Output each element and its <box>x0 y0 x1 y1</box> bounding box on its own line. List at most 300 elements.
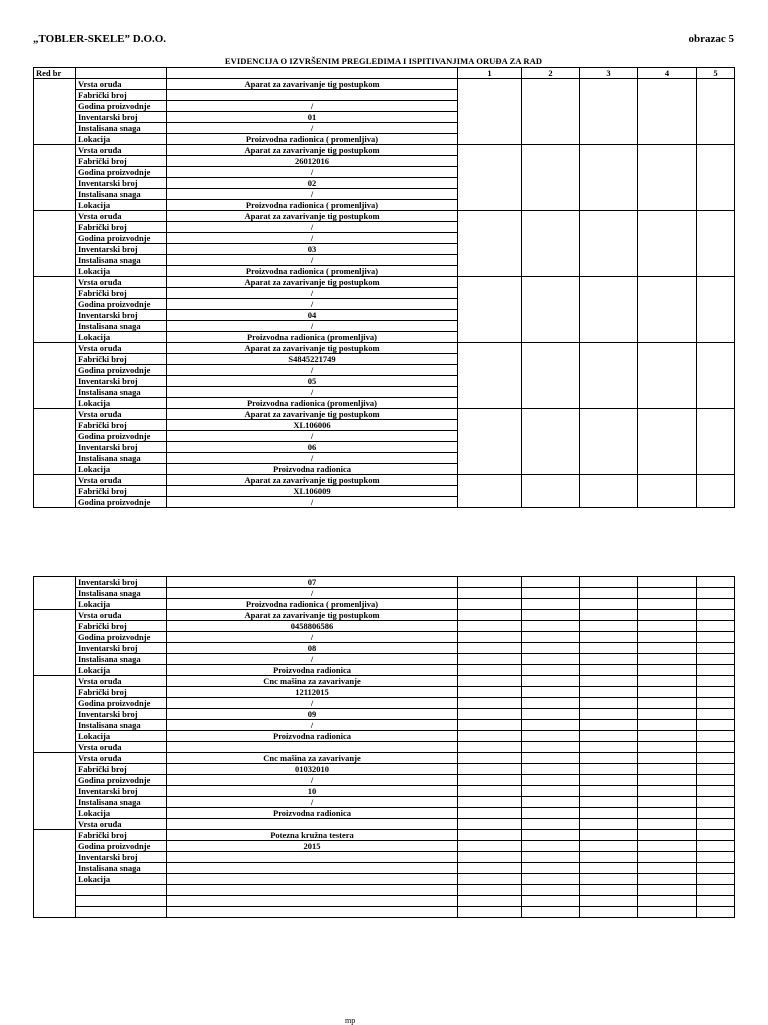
inspection-cell-1 <box>458 775 522 786</box>
field-label: Godina proizvodnje <box>76 431 167 442</box>
table-row <box>34 896 735 907</box>
red-br-cell <box>34 610 76 676</box>
red-br-cell <box>34 79 76 145</box>
inspection-cell-3 <box>580 277 638 343</box>
inspection-cell-4 <box>638 277 697 343</box>
inspection-cell-1 <box>458 720 522 731</box>
inspection-cell-1 <box>458 79 522 145</box>
red-br-cell <box>34 830 76 918</box>
field-label: Godina proizvodnje <box>76 497 167 508</box>
red-br-cell <box>34 145 76 211</box>
inspection-cell-2 <box>522 753 580 764</box>
inspection-cell-4 <box>638 819 697 830</box>
table-row <box>34 775 735 786</box>
field-label: Godina proizvodnje <box>76 698 167 709</box>
field-value: Cnc mašina za zavarivanje <box>167 753 458 764</box>
field-value <box>167 742 458 753</box>
table-row <box>34 409 735 420</box>
inspection-cell-4 <box>638 896 697 907</box>
inspection-cell-1 <box>458 654 522 665</box>
inspection-cell-3 <box>580 720 638 731</box>
field-label: Fabrički broj <box>76 621 167 632</box>
inspection-cell-1 <box>458 830 522 841</box>
field-value: Aparat za zavarivanje tig postupkom <box>167 211 458 222</box>
inspection-cell-4 <box>638 709 697 720</box>
inspection-cell-3 <box>580 687 638 698</box>
field-label: Fabrički broj <box>76 288 167 299</box>
inspection-cell-2 <box>522 588 580 599</box>
inspection-cell-5 <box>697 874 735 885</box>
inspection-cell-2 <box>522 145 580 211</box>
field-label: Vrsta oruđa <box>76 145 167 156</box>
table-row <box>34 731 735 742</box>
field-label: Vrsta oruđa <box>76 211 167 222</box>
inspection-cell-5 <box>697 731 735 742</box>
field-value: / <box>167 288 458 299</box>
field-value: 09 <box>167 709 458 720</box>
header-blank-label <box>76 68 167 79</box>
table-row <box>34 808 735 819</box>
red-br-cell <box>34 676 76 753</box>
field-value: / <box>167 497 458 508</box>
inspection-cell-5 <box>697 841 735 852</box>
table-row <box>34 599 735 610</box>
field-value: 02 <box>167 178 458 189</box>
red-br-cell <box>34 277 76 343</box>
inspection-cell-2 <box>522 475 580 508</box>
table-row <box>34 797 735 808</box>
inspection-cell-5 <box>697 79 735 145</box>
inspection-cell-4 <box>638 588 697 599</box>
field-label: Inventarski broj <box>76 244 167 255</box>
inspection-cell-1 <box>458 577 522 588</box>
field-label: Vrsta oruđa <box>76 409 167 420</box>
field-value: 07 <box>167 577 458 588</box>
table-row <box>34 764 735 775</box>
inspection-cell-4 <box>638 863 697 874</box>
inspection-cell-1 <box>458 753 522 764</box>
table-row <box>34 588 735 599</box>
field-label: Godina proizvodnje <box>76 299 167 310</box>
inspection-cell-5 <box>697 687 735 698</box>
field-label: Vrsta oruđa <box>76 753 167 764</box>
field-value: / <box>167 632 458 643</box>
inspection-cell-2 <box>522 632 580 643</box>
field-value: XL106009 <box>167 486 458 497</box>
inspection-cell-1 <box>458 885 522 896</box>
table-row <box>34 687 735 698</box>
inspection-cell-4 <box>638 797 697 808</box>
inspection-cell-1 <box>458 277 522 343</box>
inspection-cell-2 <box>522 577 580 588</box>
inspection-cell-4 <box>638 731 697 742</box>
table-row <box>34 852 735 863</box>
field-value: Aparat za zavarivanje tig postupkom <box>167 343 458 354</box>
table-row <box>34 475 735 486</box>
inspection-cell-2 <box>522 819 580 830</box>
inspection-cell-3 <box>580 830 638 841</box>
field-value: Aparat za zavarivanje tig postupkom <box>167 475 458 486</box>
field-value: Proizvodna radionica <box>167 808 458 819</box>
footer-mark: mp <box>345 1016 356 1025</box>
inspection-cell-3 <box>580 665 638 676</box>
inspection-cell-3 <box>580 610 638 621</box>
inspection-cell-4 <box>638 577 697 588</box>
field-value: Potezna kružna testera <box>167 830 458 841</box>
inspection-cell-1 <box>458 863 522 874</box>
header-col-4: 4 <box>638 68 697 79</box>
table-row <box>34 742 735 753</box>
inspection-cell-4 <box>638 676 697 687</box>
inspection-cell-3 <box>580 753 638 764</box>
inspection-cell-1 <box>458 819 522 830</box>
inspection-cell-4 <box>638 764 697 775</box>
inspection-cell-5 <box>697 643 735 654</box>
field-label: Instalisana snaga <box>76 123 167 134</box>
inspection-cell-2 <box>522 797 580 808</box>
document-title: EVIDENCIJA O IZVRŠENIM PREGLEDIMA I ISPITIVANJIMA ORUĐA ZA RAD <box>224 56 543 66</box>
inspection-cell-5 <box>697 808 735 819</box>
inspection-cell-4 <box>638 475 697 508</box>
field-value: Proizvodna radionica <box>167 464 458 475</box>
field-label: Instalisana snaga <box>76 453 167 464</box>
field-value: / <box>167 222 458 233</box>
inspection-cell-5 <box>697 277 735 343</box>
field-label: Fabrički broj <box>76 156 167 167</box>
inspection-cell-2 <box>522 610 580 621</box>
table-row <box>34 145 735 156</box>
inspection-cell-5 <box>697 896 735 907</box>
header-blank-value <box>167 68 458 79</box>
inspection-cell-1 <box>458 621 522 632</box>
inspection-cell-1 <box>458 896 522 907</box>
inspection-cell-2 <box>522 764 580 775</box>
inspection-cell-3 <box>580 632 638 643</box>
field-label: Inventarski broj <box>76 310 167 321</box>
field-value: 03 <box>167 244 458 255</box>
field-value: / <box>167 299 458 310</box>
red-br-cell <box>34 409 76 475</box>
field-value: / <box>167 255 458 266</box>
field-label: Lokacija <box>76 332 167 343</box>
field-label: Godina proizvodnje <box>76 167 167 178</box>
table-row <box>34 720 735 731</box>
inspection-cell-4 <box>638 841 697 852</box>
field-label: Godina proizvodnje <box>76 101 167 112</box>
field-label: Inventarski broj <box>76 112 167 123</box>
field-label: Instalisana snaga <box>76 720 167 731</box>
inspection-cell-1 <box>458 764 522 775</box>
field-label: Inventarski broj <box>76 178 167 189</box>
inspection-cell-5 <box>697 698 735 709</box>
table-header-row <box>34 68 735 79</box>
field-label: Fabrički broj <box>76 764 167 775</box>
inspection-cell-3 <box>580 211 638 277</box>
inspection-cell-5 <box>697 885 735 896</box>
inspection-cell-4 <box>638 211 697 277</box>
inspection-cell-2 <box>522 786 580 797</box>
table-row <box>34 698 735 709</box>
inspection-cell-2 <box>522 698 580 709</box>
inspection-cell-2 <box>522 907 580 918</box>
inspection-cell-3 <box>580 599 638 610</box>
inspection-cell-5 <box>697 343 735 409</box>
inspection-cell-5 <box>697 709 735 720</box>
field-label: Fabrički broj <box>76 687 167 698</box>
inspection-cell-2 <box>522 643 580 654</box>
inspection-cell-2 <box>522 874 580 885</box>
field-label: Fabrički broj <box>76 486 167 497</box>
field-label: Vrsta oruđa <box>76 343 167 354</box>
inspection-cell-4 <box>638 885 697 896</box>
field-label: Fabrički broj <box>76 354 167 365</box>
inspection-cell-3 <box>580 808 638 819</box>
field-label: Fabrički broj <box>76 420 167 431</box>
field-value: Proizvodna radionica ( promenljiva) <box>167 599 458 610</box>
inspection-cell-5 <box>697 632 735 643</box>
inspection-cell-5 <box>697 830 735 841</box>
field-label: Lokacija <box>76 200 167 211</box>
inspection-cell-3 <box>580 874 638 885</box>
inspection-cell-1 <box>458 709 522 720</box>
inspection-cell-2 <box>522 599 580 610</box>
inspection-cell-2 <box>522 709 580 720</box>
field-value: 08 <box>167 643 458 654</box>
field-value <box>167 819 458 830</box>
inspection-cell-1 <box>458 808 522 819</box>
inspection-cell-1 <box>458 610 522 621</box>
inspection-cell-4 <box>638 79 697 145</box>
inspection-cell-5 <box>697 753 735 764</box>
inspection-cell-2 <box>522 896 580 907</box>
field-label: Fabrički broj <box>76 90 167 101</box>
red-br-cell <box>34 211 76 277</box>
inspection-cell-5 <box>697 720 735 731</box>
inspection-cell-5 <box>697 742 735 753</box>
header-col-3: 3 <box>580 68 638 79</box>
field-value: Aparat za zavarivanje tig postupkom <box>167 145 458 156</box>
field-value: / <box>167 189 458 200</box>
inspection-cell-5 <box>697 409 735 475</box>
field-value: 12112015 <box>167 687 458 698</box>
inspection-cell-4 <box>638 621 697 632</box>
inspection-cell-2 <box>522 79 580 145</box>
inspection-cell-4 <box>638 775 697 786</box>
table-row <box>34 79 735 90</box>
inspection-cell-1 <box>458 665 522 676</box>
inspection-cell-2 <box>522 775 580 786</box>
field-value: Aparat za zavarivanje tig postupkom <box>167 277 458 288</box>
field-label: Vrsta oruđa <box>76 819 167 830</box>
field-label: Godina proizvodnje <box>76 632 167 643</box>
inspection-cell-4 <box>638 742 697 753</box>
field-value <box>167 896 458 907</box>
inspection-cell-4 <box>638 643 697 654</box>
inspection-cell-2 <box>522 621 580 632</box>
table-row <box>34 874 735 885</box>
inspection-cell-3 <box>580 775 638 786</box>
table-row <box>34 632 735 643</box>
table-row <box>34 621 735 632</box>
inspection-cell-2 <box>522 731 580 742</box>
inspection-cell-3 <box>580 475 638 508</box>
field-value: / <box>167 321 458 332</box>
inspection-cell-3 <box>580 343 638 409</box>
field-label: Lokacija <box>76 731 167 742</box>
field-value <box>167 852 458 863</box>
inspection-cell-2 <box>522 676 580 687</box>
field-value: / <box>167 167 458 178</box>
field-label: Godina proizvodnje <box>76 775 167 786</box>
field-value: Proizvodna radionica ( promenljiva) <box>167 134 458 145</box>
red-br-cell <box>34 577 76 610</box>
field-label: Vrsta oruđa <box>76 79 167 90</box>
inspection-cell-3 <box>580 896 638 907</box>
field-label: Lokacija <box>76 398 167 409</box>
inspection-cell-3 <box>580 819 638 830</box>
header-col-5: 5 <box>697 68 735 79</box>
inspection-cell-1 <box>458 643 522 654</box>
field-label: Instalisana snaga <box>76 654 167 665</box>
table-row <box>34 211 735 222</box>
inspection-cell-3 <box>580 852 638 863</box>
inspection-cell-2 <box>522 687 580 698</box>
field-value: / <box>167 453 458 464</box>
company-name: „TOBLER-SKELE” D.O.O. <box>33 33 167 45</box>
inspection-cell-1 <box>458 409 522 475</box>
table-row <box>34 753 735 764</box>
inspection-cell-5 <box>697 907 735 918</box>
inspection-cell-4 <box>638 720 697 731</box>
field-value: / <box>167 775 458 786</box>
inspection-cell-4 <box>638 698 697 709</box>
field-value <box>167 90 458 101</box>
inspection-cell-4 <box>638 610 697 621</box>
field-label: Inventarski broj <box>76 442 167 453</box>
inspection-cell-3 <box>580 588 638 599</box>
inspection-cell-1 <box>458 475 522 508</box>
table-row <box>34 654 735 665</box>
field-label: Instalisana snaga <box>76 863 167 874</box>
inspection-cell-3 <box>580 786 638 797</box>
field-label: Lokacija <box>76 134 167 145</box>
field-value: Proizvodna radionica (promenljiva) <box>167 332 458 343</box>
inspection-cell-1 <box>458 698 522 709</box>
field-value: 10 <box>167 786 458 797</box>
inspection-cell-5 <box>697 676 735 687</box>
table-row <box>34 665 735 676</box>
inspection-cell-2 <box>522 277 580 343</box>
field-value: / <box>167 365 458 376</box>
inspection-cell-2 <box>522 808 580 819</box>
field-label: Instalisana snaga <box>76 189 167 200</box>
field-value: / <box>167 797 458 808</box>
inspection-cell-4 <box>638 808 697 819</box>
inspection-cell-4 <box>638 145 697 211</box>
red-br-cell <box>34 343 76 409</box>
inspection-cell-3 <box>580 698 638 709</box>
inspection-cell-4 <box>638 907 697 918</box>
field-value: / <box>167 123 458 134</box>
inspection-cell-2 <box>522 665 580 676</box>
field-value: XL106006 <box>167 420 458 431</box>
inspection-cell-4 <box>638 632 697 643</box>
field-label: Vrsta oruđa <box>76 676 167 687</box>
inspection-cell-3 <box>580 654 638 665</box>
inspection-cell-5 <box>697 852 735 863</box>
inspection-table-page1 <box>33 67 735 508</box>
inspection-cell-4 <box>638 687 697 698</box>
field-value <box>167 885 458 896</box>
field-value: Aparat za zavarivanje tig postupkom <box>167 79 458 90</box>
field-label: Lokacija <box>76 464 167 475</box>
inspection-cell-1 <box>458 742 522 753</box>
field-label: Instalisana snaga <box>76 321 167 332</box>
field-value: Proizvodna radionica <box>167 731 458 742</box>
field-label: Fabrički broj <box>76 222 167 233</box>
inspection-cell-2 <box>522 720 580 731</box>
form-number: obrazac 5 <box>688 33 734 45</box>
inspection-cell-3 <box>580 907 638 918</box>
field-value: 26012016 <box>167 156 458 167</box>
inspection-cell-4 <box>638 343 697 409</box>
inspection-cell-4 <box>638 753 697 764</box>
field-label: Lokacija <box>76 599 167 610</box>
inspection-cell-3 <box>580 621 638 632</box>
table-row <box>34 863 735 874</box>
field-value: / <box>167 588 458 599</box>
header-red-br: Red br <box>34 68 76 79</box>
field-label: Instalisana snaga <box>76 387 167 398</box>
table-row <box>34 577 735 588</box>
field-label: Inventarski broj <box>76 852 167 863</box>
field-label: Inventarski broj <box>76 786 167 797</box>
field-label: Inventarski broj <box>76 577 167 588</box>
field-value: 06 <box>167 442 458 453</box>
field-label: Lokacija <box>76 808 167 819</box>
field-label: Instalisana snaga <box>76 797 167 808</box>
inspection-cell-4 <box>638 874 697 885</box>
inspection-cell-3 <box>580 841 638 852</box>
inspection-cell-5 <box>697 775 735 786</box>
field-value: / <box>167 698 458 709</box>
header-col-2: 2 <box>522 68 580 79</box>
inspection-cell-5 <box>697 475 735 508</box>
field-value: Aparat za zavarivanje tig postupkom <box>167 610 458 621</box>
inspection-cell-3 <box>580 577 638 588</box>
field-value: Proizvodna radionica (promenljiva) <box>167 398 458 409</box>
table-row <box>34 830 735 841</box>
inspection-table-page2 <box>33 576 735 918</box>
inspection-cell-3 <box>580 764 638 775</box>
field-label <box>76 896 167 907</box>
table-row <box>34 343 735 354</box>
field-label: Lokacija <box>76 665 167 676</box>
inspection-cell-1 <box>458 731 522 742</box>
field-label: Godina proizvodnje <box>76 365 167 376</box>
inspection-cell-3 <box>580 79 638 145</box>
field-label: Inventarski broj <box>76 709 167 720</box>
field-value: / <box>167 101 458 112</box>
inspection-cell-1 <box>458 632 522 643</box>
field-label: Vrsta oruđa <box>76 742 167 753</box>
table-row <box>34 841 735 852</box>
table-row <box>34 610 735 621</box>
inspection-cell-1 <box>458 588 522 599</box>
field-value: Aparat za zavarivanje tig postupkom <box>167 409 458 420</box>
inspection-cell-1 <box>458 687 522 698</box>
field-value: / <box>167 233 458 244</box>
